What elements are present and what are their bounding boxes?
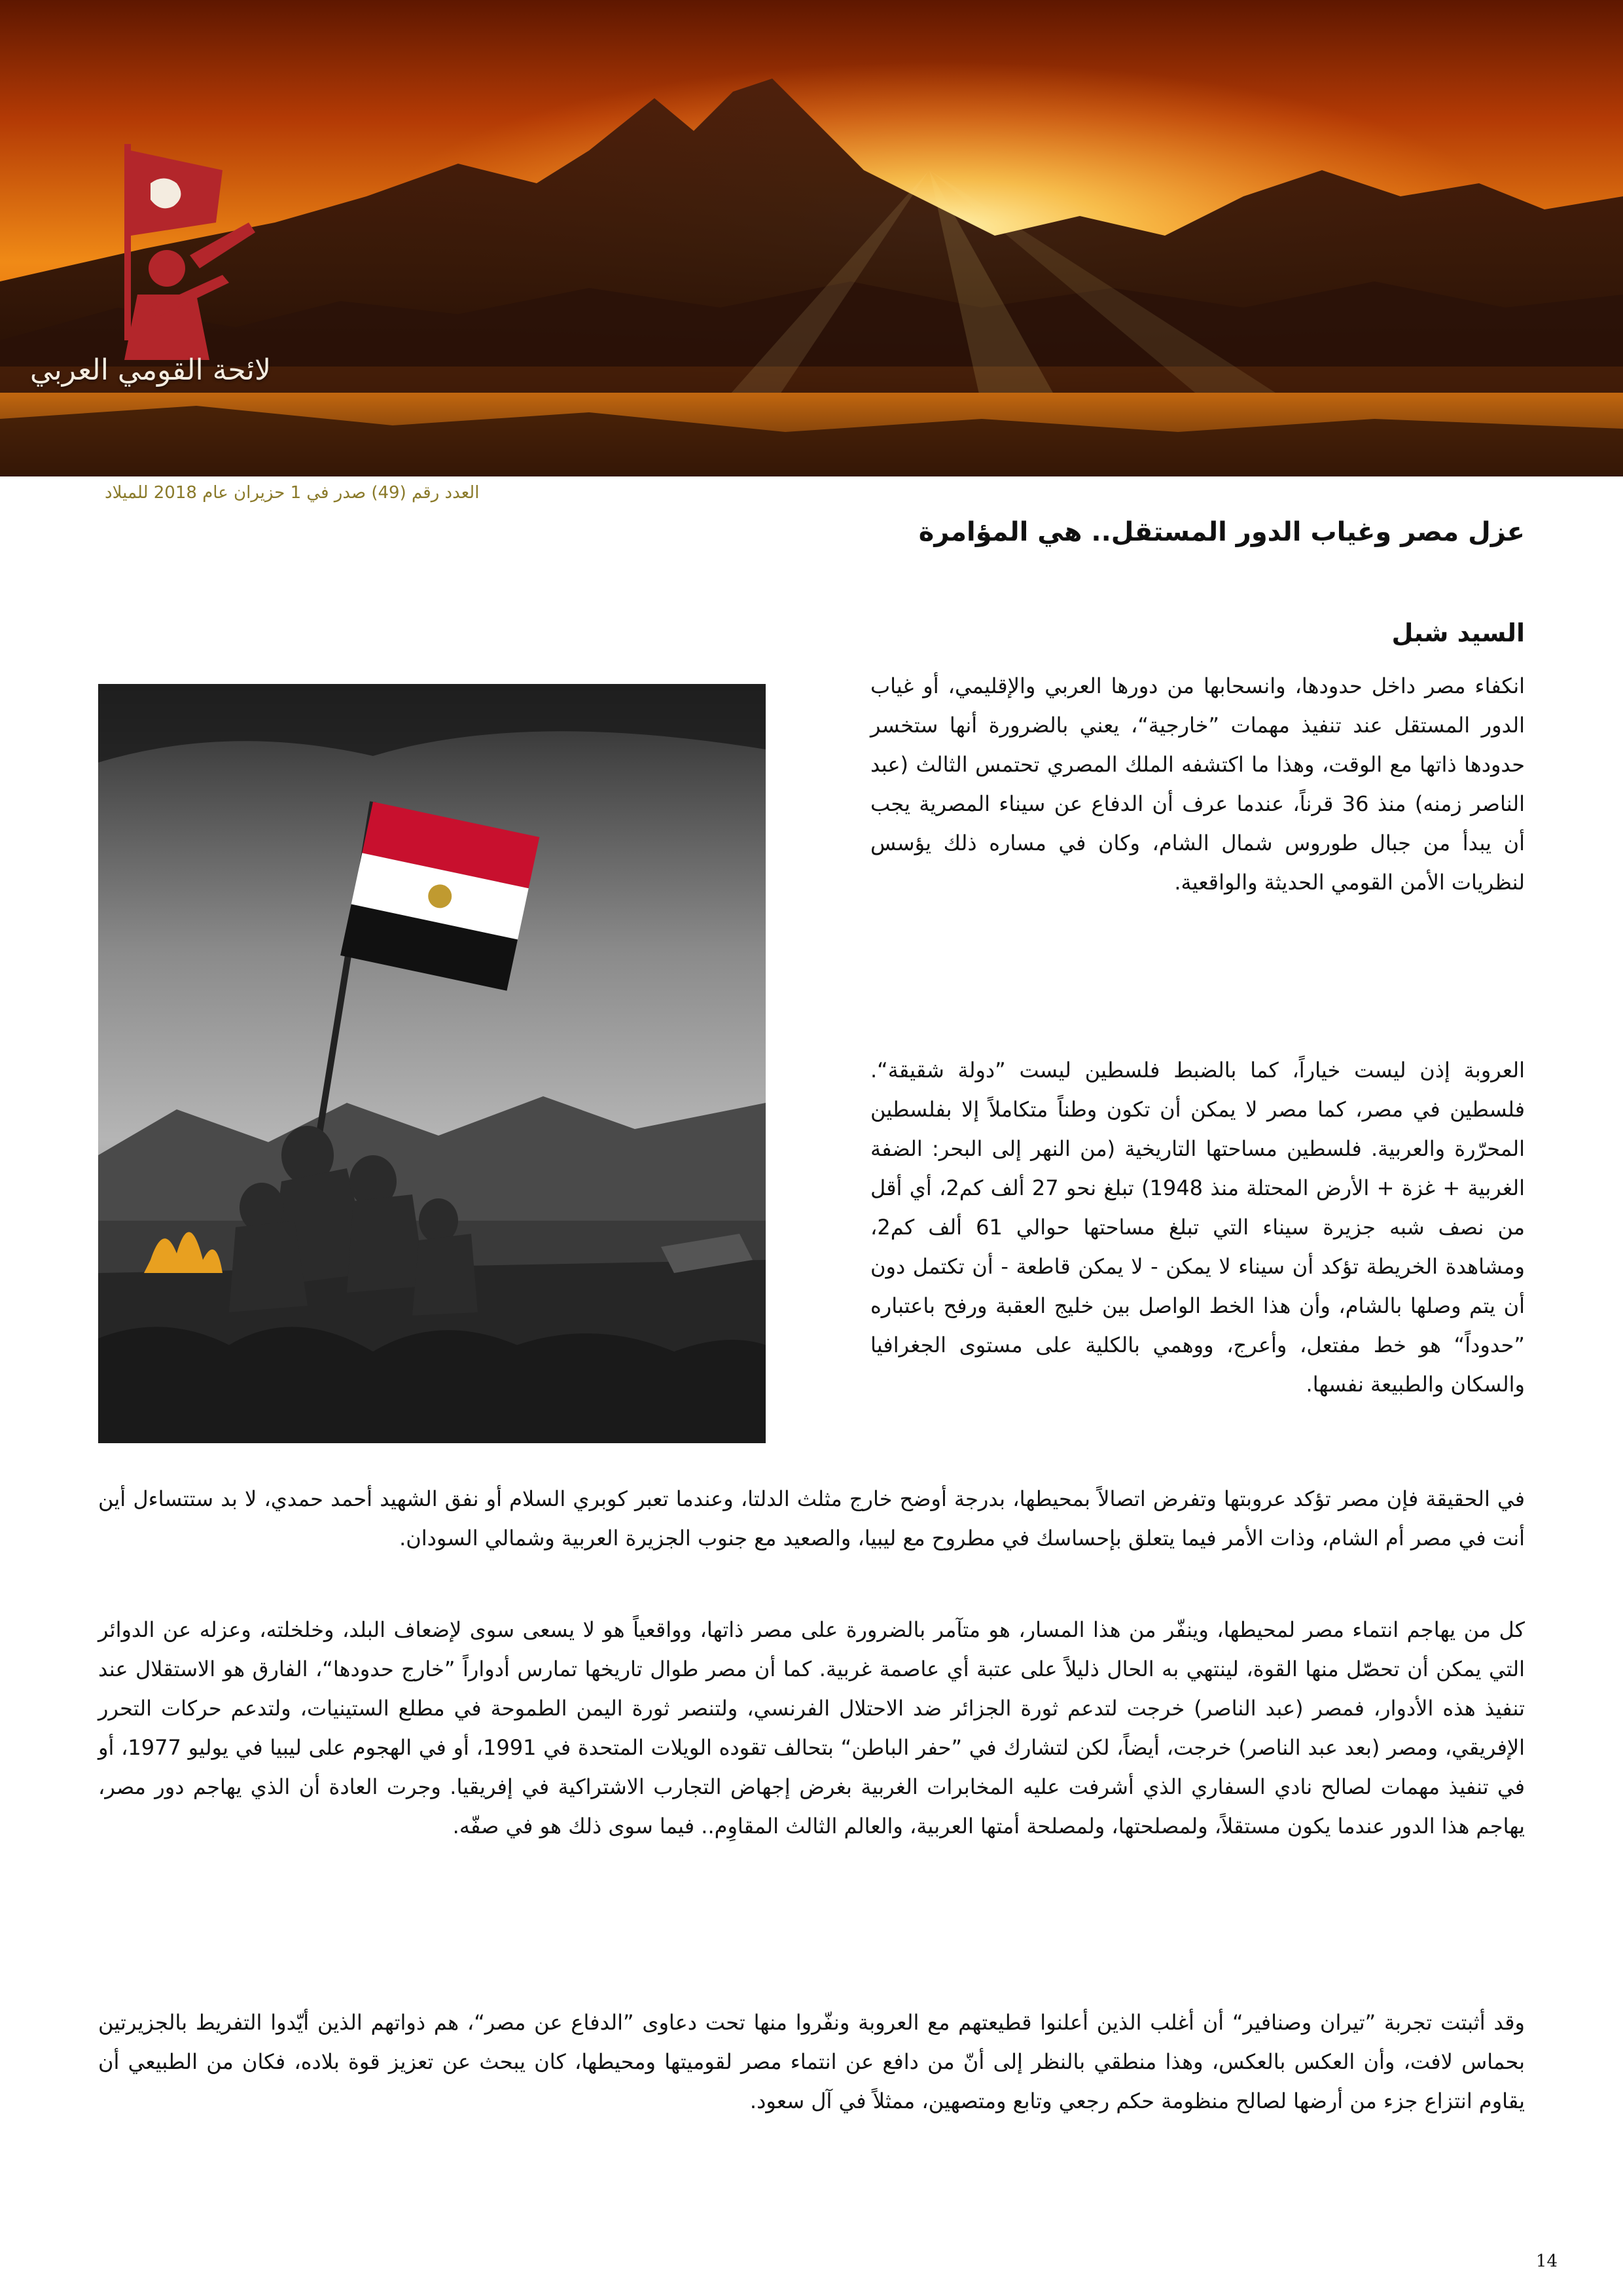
- header-banner: [0, 0, 1623, 476]
- article-author: السيد شبل: [1391, 619, 1525, 647]
- article-title: عزل مصر وغياب الدور المستقل.. هي المؤامرة: [918, 517, 1525, 547]
- paragraph: في الحقيقة فإن مصر تؤكد عروبتها وتفرض اتصالاً بمحيطها، بدرجة أوضح خارج مثلث الدلتا، وعندما تعبر كوبري السلام أو نفق الشهيد أحمد حمدي، لا بد ستتساءل أين أنت في مصر أم الشام، وذات الأمر فيما يتعلق بإحساسك في مطروح مع ليبيا، والصعيد مع جنوب الجزيرة العربية وشمالي السودان.: [98, 1486, 1525, 1551]
- issue-info: العدد رقم (49) صدر في 1 حزيران عام 2018 للميلاد: [105, 483, 480, 503]
- flag-raising-image: [98, 684, 766, 1443]
- paragraph: انكفاء مصر داخل حدودها، وانسحابها من دورها العربي والإقليمي، أو غياب الدور المستقل عند تنفيذ مهمات ”خارجية“، يعني بالضرورة أنها ستخسر حدودها ذاتها مع الوقت، وهذا ما اكتشفه الملك المصري تحتمس الثالث (عبد الناصر زمنه) منذ 36 قرناً، عندما عرف أن الدفاع عن سيناء المصرية يجب أن يبدأ من جبال طوروس شمال الشام، وكان في مساره ذلك يؤسس لنظريات الأمن القومي الحديثة والواقعية.: [870, 673, 1525, 895]
- paragraph: وقد أثبتت تجربة ”تيران وصنافير“ أن أغلب الذين أعلنوا قطيعتهم مع العروبة ونفّروا منها تحت دعاوى ”الدفاع عن مصر“، هم ذواتهم الذين أيّدوا التفريط بالجزيرتين بحماس لافت، وأن العكس بالعكس، وهذا منطقي بالنظر إلى أنّ من دافع عن انتماء مصر لقوميتها ومحيطها، كان يبحث عن تعزيز قوة بلاده، فكان من الطبيعي أن يقاوم انتزاع جزء من أرضها لصالح منظومة حكم رجعي وتابع ومتصهين، ممثلاً في آل سعود.: [98, 2010, 1525, 2113]
- paragraph: كل من يهاجم انتماء مصر لمحيطها، وينفّر من هذا المسار، هو متآمر بالضرورة على مصر ذاتها، وواقعياً هو لا يسعى سوى لإضعاف البلد، وخلخلته، وعزله عن الدوائر التي يمكن أن تحصّل منها القوة، لينتهي به الحال ذليلاً على عتبة أي عاصمة غربية. كما أن مصر طوال تاريخها تمارس أدواراً ”خارج حدودها“، الفارق هو الاستقلال عند تنفيذ هذه الأدوار، فمصر (عبد الناصر) خرجت لتدعم ثورة الجزائر ضد الاحتلال الفرنسي، ولتنصر ثورة اليمن الطموحة في مطلع الستينيات، ولتدعم حركات التحرر الإفريقي، ومصر (بعد عبد الناصر) خرجت، أيضاً، لكن لتشارك في ”حفر الباطن“ بتحالف تقوده الويلات المتحدة في 1991، أو في الهجوم على ليبيا في يوليو 1977، أو في تنفيذ مهمات لصالح نادي السفاري الذي أشرفت عليه المخابرات الغربية بغرض إجهاض التجارب الاشتراكية في إفريقيا. وجرت العادة أن الذي يهاجم دور مصر، يهاجم هذا الدور عندما يكون مستقلاً، ولمصلحتها، ولمصلحة أمتها العربية، والعالم الثالث المقاوِم.. فيما سوى ذلك هو في صفّه.: [98, 1617, 1525, 1839]
- logo-text: لائحة القومي العربي: [29, 353, 272, 387]
- sunset-mountains-image: [0, 0, 1623, 476]
- page-number: 14: [1535, 2251, 1558, 2271]
- paragraph: العروبة إذن ليست خياراً، كما بالضبط فلسطين ليست ”دولة شقيقة“. فلسطين في مصر، كما مصر لا يمكن أن تكون وطناً متكاملاً إلا بفلسطين المحرّرة والعربية. فلسطين مساحتها التاريخية (من النهر إلى البحر: الضفة الغربية + غزة + الأرض المحتلة منذ 1948) تبلغ نحو 27 ألف كم2، أي أقل من نصف شبه جزيرة سيناء التي تبلغ مساحتها حوالي 61 ألف كم2، ومشاهدة الخريطة تؤكد أن سيناء لا يمكن - لا يمكن قاطعة - أن تكتمل دون أن يتم وصلها بالشام، وأن هذا الخط الواصل بين خليج العقبة ورفح باعتباره ”حدوداً“ هو خط مفتعل، وأعرج، ووهمي بالكلية على مستوى الجغرافيا والسكان والطبيعة نفسها.: [870, 1058, 1525, 1397]
